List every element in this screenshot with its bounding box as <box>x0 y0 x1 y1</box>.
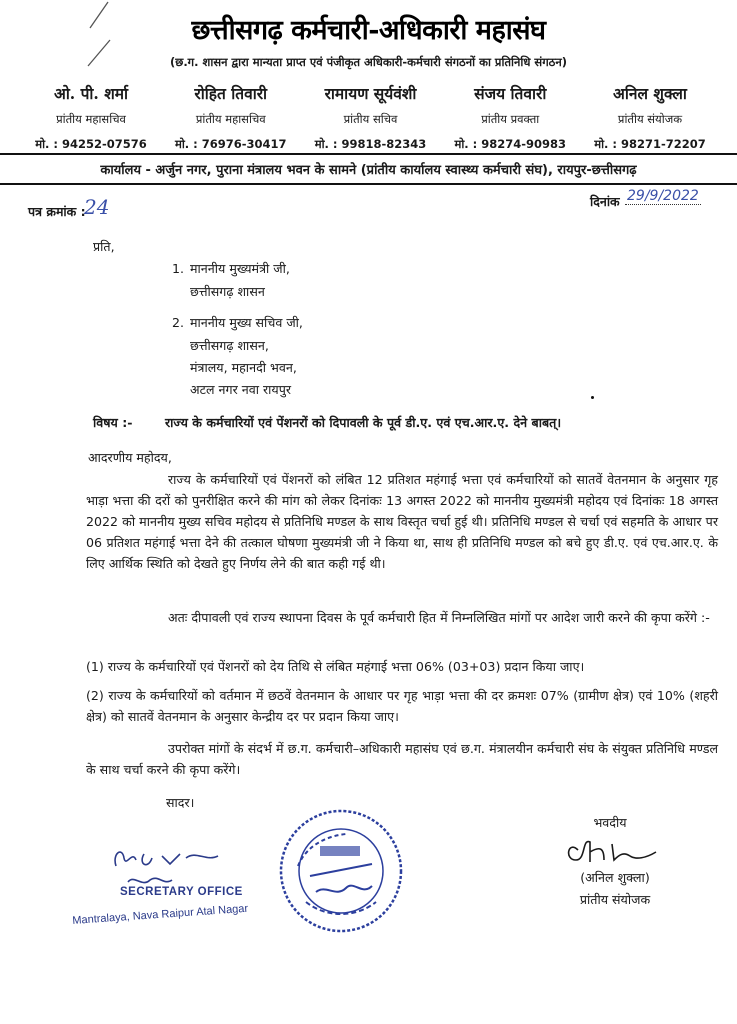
officer-name: अनिल शुक्ला <box>613 84 687 103</box>
officer-3 <box>302 82 440 152</box>
receipt-stamp-line1: SECRETARY OFFICE <box>120 886 243 898</box>
officer-designation: प्रांतीय सचिव <box>343 112 398 126</box>
demand-1: (1) राज्य के कर्मचारियों एवं पेंशनरों को देय तिथि से लंबित महंगाई भत्ता 06% (03+03) प्रदान किया जाए। <box>86 659 585 674</box>
officer-1 <box>22 82 160 152</box>
officer-name: संजय तिवारी <box>474 84 547 103</box>
official-round-seal <box>276 806 406 936</box>
officer-designation: प्रांतीय महासचिव <box>56 112 126 126</box>
officer-phone: मो. : 98274-90983 <box>454 137 567 151</box>
paragraph-2: अतः दीपावली एवं राज्य स्थापना दिवस के पूर्व कर्मचारी हित में निम्नलिखित मांगों पर आदेश जारी करने की कृपा करेंगे :- <box>168 610 710 625</box>
receipt-stamp-line2: Mantralaya, Nava Raipur Atal Nagar <box>72 902 249 927</box>
officer-designation: प्रांतीय महासचिव <box>195 112 266 126</box>
signature-scribble <box>560 830 670 870</box>
recipient-number: 1. <box>172 261 185 276</box>
recipient-line: माननीय मुख्यमंत्री जी, <box>190 261 290 276</box>
signature-yours: भवदीय <box>593 815 627 830</box>
date-label: दिनांक <box>590 194 620 209</box>
subject-label: विषय :- <box>93 415 133 430</box>
officers-row <box>22 82 719 152</box>
recipient-line: छत्तीसगढ़ शासन, <box>190 338 269 353</box>
organisation-title: छत्तीसगढ़ कर्मचारी-अधिकारी महासंघ <box>191 15 546 46</box>
greeting: आदरणीय महोदय, <box>88 450 172 465</box>
recipient-line: मंत्रालय, महानदी भवन, <box>190 360 297 375</box>
recipient-line: छत्तीसगढ़ शासन <box>190 284 265 299</box>
officer-phone: मो. : 76976-30417 <box>174 137 287 151</box>
recipient-line: अटल नगर नवा रायपुर <box>190 382 292 397</box>
recipient-line: माननीय मुख्य सचिव जी, <box>190 315 303 330</box>
officer-name: ओ. पी. शर्मा <box>53 84 129 103</box>
officer-4 <box>441 82 579 152</box>
officer-name: रोहित तिवारी <box>194 84 268 103</box>
office-address: कार्यालय - अर्जुन नगर, पुराना मंत्रालय भवन के सामने (प्रांतीय कार्यालय स्वास्थ्य कर्मचारी संघ), रायपुर-छत्तीसगढ़ <box>100 163 637 178</box>
date-value: 29/9/2022 <box>627 188 699 204</box>
officer-5 <box>581 82 719 152</box>
demand-2: (2) राज्य के कर्मचारियों को वर्तमान में छठवें वेतनमान के आधार पर गृह भाड़ा भत्ता की दर क्रमशः 07% (ग्रामीण क्षेत्र) एवं 10% (शहरी क्षेत्र) को सातवें वेतनमान के अनुसार केन्द्रीय दर पर प्रदान किया जाए। <box>86 688 718 724</box>
officer-designation: प्रांतीय संयोजक <box>617 112 683 126</box>
signatory-name: (अनिल शुक्ला) <box>580 870 650 885</box>
to-label: प्रति, <box>93 239 115 254</box>
officer-phone: मो. : 98271-72207 <box>594 137 706 151</box>
header-divider-top <box>0 153 737 155</box>
subject-text: राज्य के कर्मचारियों एवं पेंशनरों को दिपावली के पूर्व डी.ए. एवं एच.आर.ए. देने बाबत्। <box>165 415 562 430</box>
officer-designation: प्रांतीय प्रवक्ता <box>481 112 540 126</box>
officer-phone: मो. : 94252-07576 <box>35 137 147 151</box>
signatory-designation: प्रांतीय संयोजक <box>579 892 651 907</box>
stray-ink-dot <box>591 396 594 399</box>
officer-phone: मो. : 99818-82343 <box>314 137 427 151</box>
officer-name: रामायण सूर्यवंशी <box>324 84 417 103</box>
organisation-subtitle: (छ.ग. शासन द्वारा मान्यता प्राप्त एवं पंजीकृत अधिकारी-कर्मचारी संगठनों का प्रतिनिधि संगठन) <box>170 55 567 69</box>
paragraph-1: राज्य के कर्मचारियों एवं पेंशनरों को लंबित 12 प्रतिशत महंगाई भत्ता एवं कर्मचारियों को सातवें वेतनमान के अनुसार गृह भाड़ा भत्ता की दरों को पुनरीक्षित करने की मांग को लेकर दिनांकः 13 अगस्त 2022 को माननीय मुख्यमंत्री महोदय एवं दिनांकः 18 अगस्त 2022 को माननीय मुख्य सचिव महोदय से प्रतिनिधि मण्डल के साथ विस्तृत चर्चा हुई थी। प्रतिनिधि मण्डल से चर्चा एवं सहमति के आधार पर 06 प्रतिशत महंगाई भत्ता देने की तत्काल घोषणा मुख्यमंत्री जी ने किया था, साथ ही प्रतिनिधि मण्डल को बचे हुए डी.ए. एवं एच.आर.ए. के लिए आर्थिक स्थिति को देखते हुए निर्णय लेने की बात कही गई थी। <box>86 472 718 571</box>
officer-2 <box>162 82 300 152</box>
reference-label: पत्र क्रमांक : <box>28 204 86 219</box>
paragraph-3: उपरोक्त मांगों के संदर्भ में छ.ग. कर्मचारी–अधिकारी महासंघ एवं छ.ग. मंत्रालयीन कर्मचारी संघ के संयुक्त प्रतिनिधि मण्डल के साथ चर्चा करने की कृपा करेंगे। <box>86 741 718 777</box>
closing: सादर। <box>166 795 195 810</box>
reference-number: 24 <box>84 195 110 219</box>
header-divider-bottom <box>0 183 737 185</box>
recipient-number: 2. <box>172 315 185 330</box>
